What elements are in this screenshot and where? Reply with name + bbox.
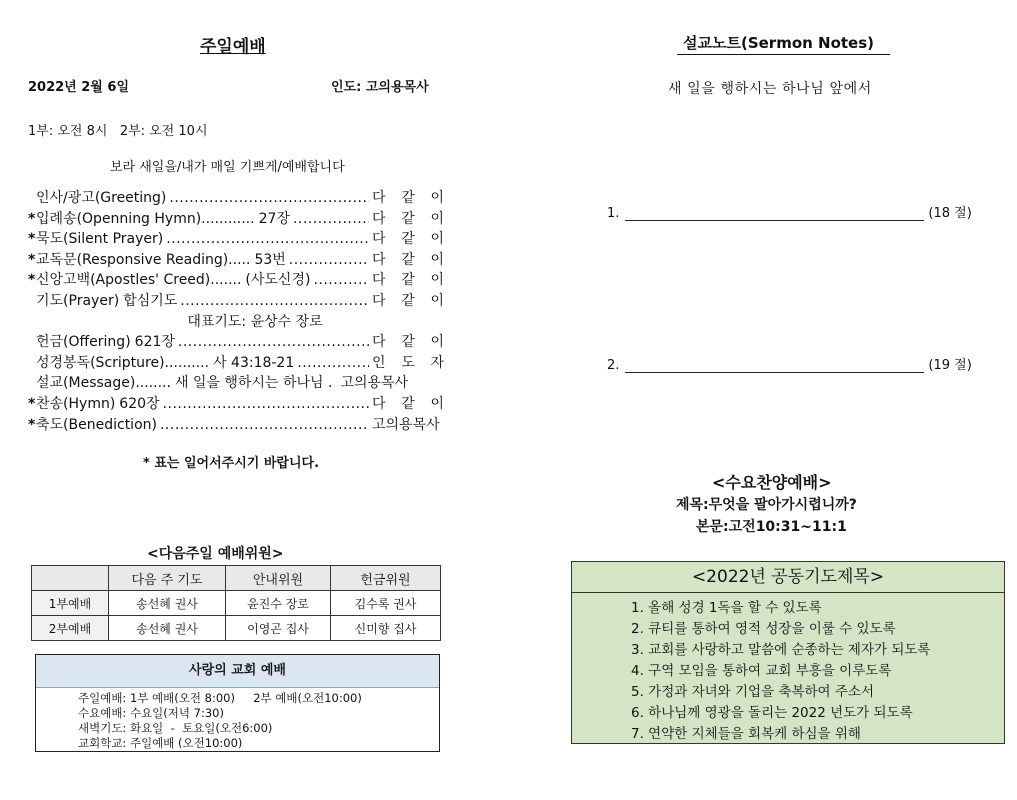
order-item [28,332,444,353]
service-motto: 보라 새일을/내가 매일 기쁘게/예배합니다 [110,160,345,175]
order-item-name: 성경봉독(Scripture).......... [36,354,210,371]
next-week-committee-table [31,565,441,641]
order-item-name: 기도(Prayer) [36,292,120,309]
order-item-name: 찬송(Hymn) [36,395,116,412]
table-header-cell: 헌금위원 [331,566,441,591]
order-item [28,394,444,415]
standing-mark: * [28,272,36,289]
order-item-name: 묵도(Silent Prayer) [36,231,164,248]
prayer-item: 1. 올해 성경 1독을 할 수 있도록 [631,600,822,616]
weekly-worship-box [35,654,440,752]
note-number: 2. [607,358,620,373]
table-cell: 송선혜 권사 [109,616,226,641]
order-item [28,250,444,271]
order-item-name: 축도(Benediction) [36,416,157,433]
order-item [28,270,444,291]
prayer-item: 7. 연약한 지체들을 회복케 하심을 위해 [631,726,861,742]
table-row [32,616,441,641]
note-verse: (18 절) [928,206,972,221]
standing-mark: * [28,251,36,268]
order-item-person: 고의용목사 [372,416,440,433]
order-item-person: 다 같 이 [372,210,444,227]
wednesday-subject: 제목:무엇을 팔아가시렵니까? [676,497,857,513]
standing-mark: * [28,210,36,227]
standing-mark: * [28,416,36,433]
table-row [32,591,441,616]
note-line-1 [607,202,972,221]
table-header-cell [32,566,109,591]
service-date: 2022년 2월 6일 [28,80,129,95]
order-item-name: 헌금(Offering) [36,334,131,351]
table-header-row [32,566,441,591]
note-number: 1. [607,206,620,221]
order-item-detail: 27장 [258,210,290,227]
leader-dots [297,353,369,374]
order-item [28,229,444,250]
prayer-item: 2. 큐티를 통하여 영적 성장을 이룰 수 있도록 [631,621,896,637]
order-item [28,415,444,436]
prayer-item: 4. 구역 모임을 통하여 교회 부흥을 이루도록 [631,663,892,679]
table-cell: 송선혜 권사 [109,591,226,616]
prayer-box [571,561,1005,744]
order-item-detail: 620장 [119,395,160,412]
order-item [28,188,444,209]
leader-dots [166,229,369,250]
order-item-person: 다 같 이 [372,334,444,351]
service-title: 주일예배 [200,37,266,57]
wednesday-text: 본문:고전10:31~11:1 [696,519,847,535]
wednesday-heading: <수요찬양예배> [712,473,832,492]
weekly-worship-line: 수요예배: 수요일(저녁 7:30) [78,706,224,720]
order-item [28,353,444,374]
table-header-cell: 안내위원 [226,566,331,591]
leader-dots [163,394,369,415]
order-item [28,312,444,333]
prayer-title: <2022년 공동기도제목> [572,562,1004,593]
weekly-worship-line: 새벽기도: 화요일 - 토요일(오전6:00) [78,721,273,735]
order-item-name: 입례송(Openning Hymn)............ [36,210,255,227]
order-item-detail: 새 일을 행하시는 하나님 . [174,375,333,392]
table-cell: 신미향 집사 [331,616,441,641]
order-item-person: 다 같 이 [372,272,444,289]
table-cell: 윤진수 장로 [226,591,331,616]
order-of-service [28,188,444,435]
sermon-title: 새 일을 행하시는 하나님 앞에서 [668,81,872,97]
order-item [28,209,444,230]
order-item-name: 교독문(Responsive Reading)..... [36,251,251,268]
leader-dots [180,291,369,312]
order-item [28,291,444,312]
leader-dots [289,250,369,271]
order-item-person: 다 같 이 [372,292,444,309]
table-cell: 1부예배 [32,591,109,616]
order-item-detail: 대표기도: 윤상수 장로 [187,313,323,330]
prayer-item: 3. 교회를 사랑하고 말씀에 순종하는 제자가 되도록 [631,642,931,658]
order-item-person: 고의용목사 [340,375,409,392]
leader-dots [169,188,369,209]
standing-note: * 표는 일어서주시기 바랍니다. [143,456,320,471]
note-blank [625,358,924,373]
next-week-title: <다음주일 예배위원> [147,546,284,562]
weekly-worship-title: 사랑의 교회 예배 [36,655,439,688]
service-times: 1부: 오전 8시 2부: 오전 10시 [28,124,208,139]
prayer-item: 5. 가정과 자녀와 기업을 축복하여 주소서 [631,684,874,700]
leader-dots [313,270,369,291]
service-leader: 인도: 고의용목사 [331,80,429,95]
order-item-detail: 합심기도 [123,292,178,309]
leader-dots [293,209,369,230]
standing-mark: * [28,395,36,412]
standing-mark: * [28,231,36,248]
order-item-detail: 사 43:18-21 [213,354,295,371]
order-item-person: 다 같 이 [372,251,444,268]
order-item-person: 다 같 이 [372,190,444,206]
order-item [28,373,444,394]
table-cell: 2부예배 [32,616,109,641]
note-line-2 [607,354,972,373]
weekly-worship-line: 주일예배: 1부 예배(오전 8:00) 2부 예배(오전10:00) [78,691,362,705]
sermon-notes-title: 설교노트(Sermon Notes) [677,32,890,55]
order-item-name: 설교(Message)........ [36,375,171,392]
note-verse: (19 절) [928,358,972,373]
order-item-detail: (사도신경) [245,272,311,289]
order-item-detail: 621장 [134,334,175,351]
leader-dots [178,332,369,353]
table-header-cell: 다음 주 기도 [109,566,226,591]
note-blank [625,206,924,221]
order-item-detail: 53번 [254,251,286,268]
order-item-person: 다 같 이 [372,395,444,412]
order-item-person: 다 같 이 [372,231,444,248]
prayer-item: 6. 하나님께 영광을 돌리는 2022 년도가 되도록 [631,705,913,721]
weekly-worship-line: 교회학교: 주일예배 (오전10:00) [78,736,243,750]
order-item-name: 인사/광고(Greeting) [36,190,167,206]
order-item-person: 인 도 자 [372,354,444,371]
order-item-name: 신앙고백(Apostles' Creed)....... [36,272,242,289]
leader-dots [160,415,369,436]
table-cell: 이영곤 집사 [226,616,331,641]
table-cell: 김수록 권사 [331,591,441,616]
